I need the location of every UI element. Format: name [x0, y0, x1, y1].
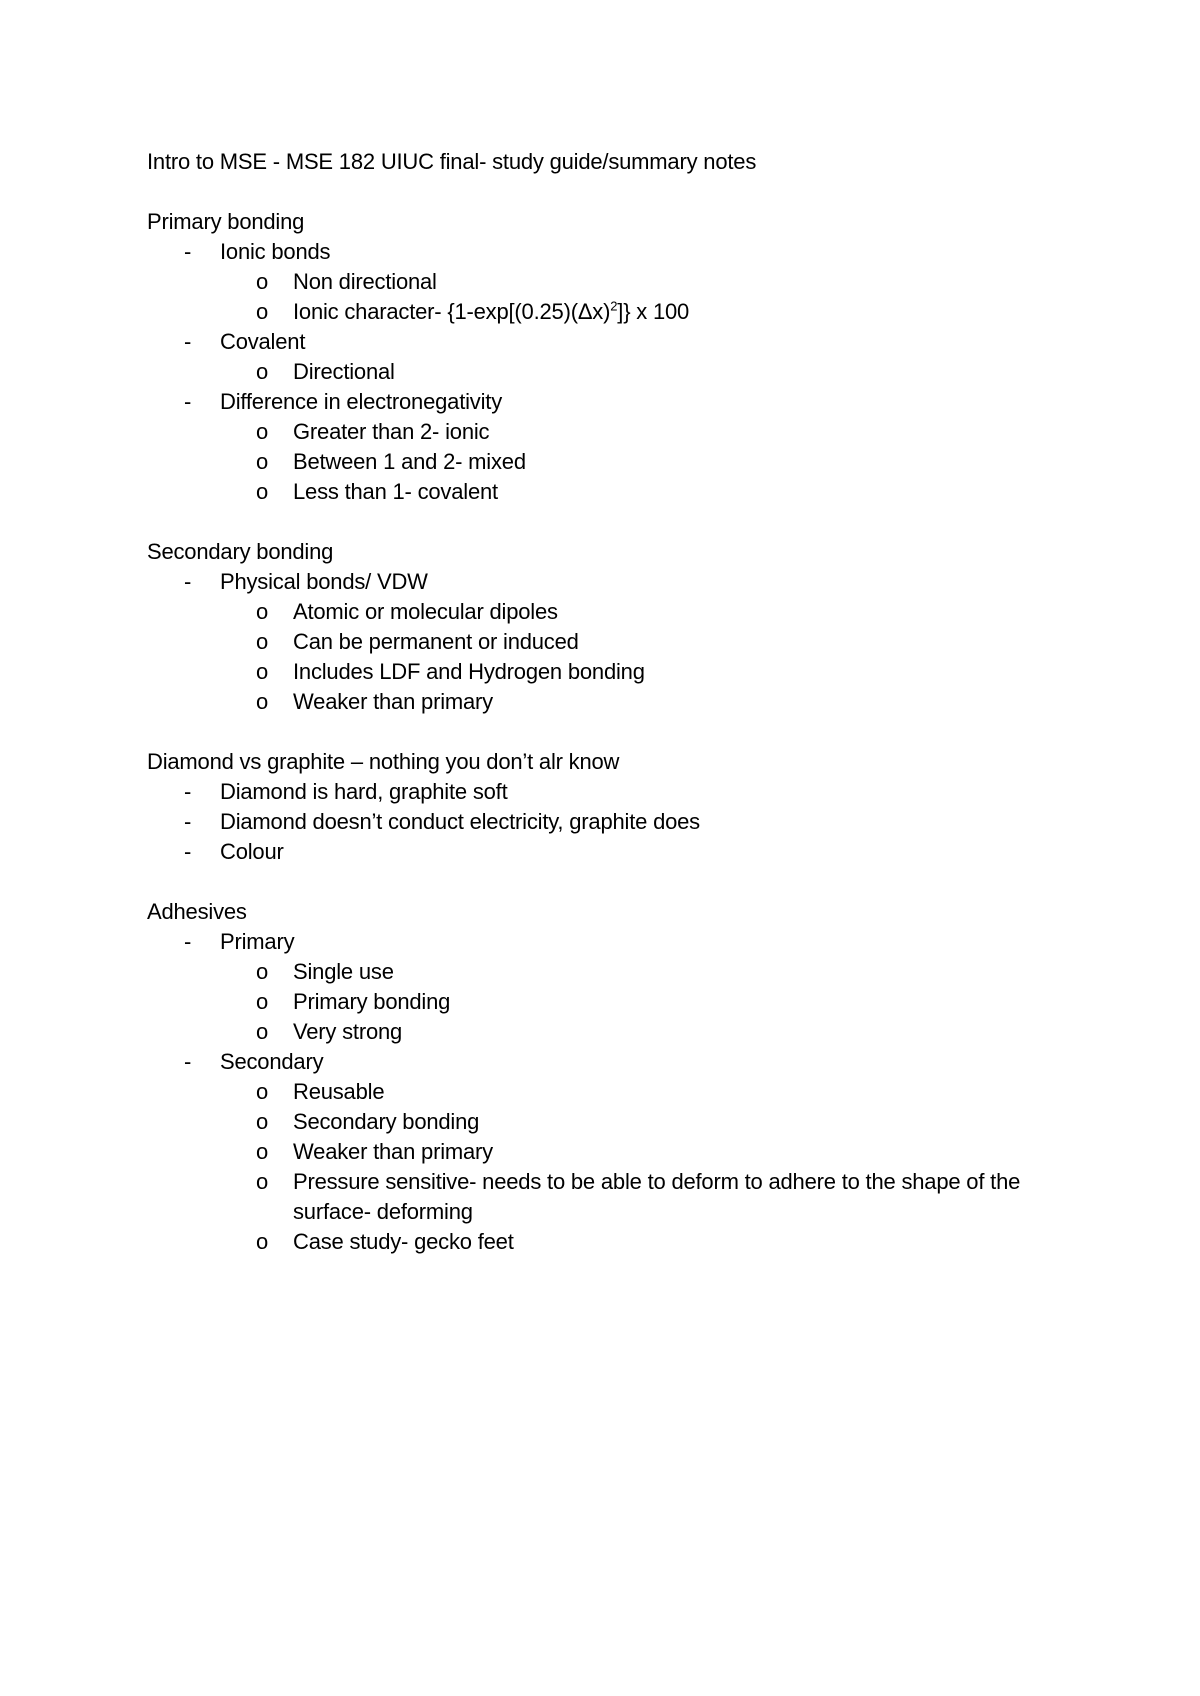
circle-bullet: o [256, 989, 269, 1014]
sub-list-item: Greater than 2- ionic [293, 419, 490, 444]
dash-bullet: - [184, 929, 192, 954]
dash-bullet: - [184, 839, 192, 864]
dash-bullet: - [184, 569, 192, 594]
sub-list-item-continuation: surface- deforming [293, 1199, 473, 1224]
sub-list-item: Reusable [293, 1079, 385, 1104]
dash-bullet: - [184, 779, 192, 804]
sub-list-item: Very strong [293, 1019, 403, 1044]
sub-list-item: Can be permanent or induced [293, 629, 579, 654]
list-item: Colour [220, 839, 284, 864]
circle-bullet: o [256, 1169, 269, 1194]
section-heading-primary-bonding: Primary bonding [147, 209, 305, 234]
circle-bullet: o [256, 1139, 269, 1164]
list-item: Difference in electronegativity [220, 389, 502, 414]
sub-list-item: Pressure sensitive- needs to be able to deform to adhere to the shape of the [293, 1169, 1021, 1194]
list-item: Diamond is hard, graphite soft [220, 779, 508, 804]
circle-bullet: o [256, 629, 269, 654]
dash-bullet: - [184, 389, 192, 414]
sub-list-item: Case study- gecko feet [293, 1229, 514, 1254]
circle-bullet: o [256, 599, 269, 624]
circle-bullet: o [256, 479, 269, 504]
circle-bullet: o [256, 1109, 269, 1134]
circle-bullet: o [256, 1019, 269, 1044]
circle-bullet: o [256, 269, 269, 294]
dash-bullet: - [184, 329, 192, 354]
formula-text: Ionic character- {1-exp[(0.25)(Δx) [293, 299, 611, 324]
circle-bullet: o [256, 689, 269, 714]
sub-list-item: Between 1 and 2- mixed [293, 449, 526, 474]
list-item: Secondary [220, 1049, 324, 1074]
circle-bullet: o [256, 299, 269, 324]
section-heading-adhesives: Adhesives [147, 899, 247, 924]
list-item: Diamond doesn’t conduct electricity, graphite does [220, 809, 700, 834]
sub-list-item: Non directional [293, 269, 437, 294]
sub-list-item: Single use [293, 959, 394, 984]
sub-list-item: Directional [293, 359, 395, 384]
list-item: Covalent [220, 329, 306, 354]
document-title: Intro to MSE - MSE 182 UIUC final- study guide/summary notes [147, 149, 757, 174]
circle-bullet: o [256, 1229, 269, 1254]
sub-list-item: Weaker than primary [293, 689, 493, 714]
list-item: Ionic bonds [220, 239, 331, 264]
section-heading-secondary-bonding: Secondary bonding [147, 539, 334, 564]
circle-bullet: o [256, 959, 269, 984]
circle-bullet: o [256, 449, 269, 474]
dash-bullet: - [184, 809, 192, 834]
sub-list-item-formula [293, 299, 689, 325]
circle-bullet: o [256, 659, 269, 684]
list-item: Physical bonds/ VDW [220, 569, 428, 594]
sub-list-item: Atomic or molecular dipoles [293, 599, 558, 624]
circle-bullet: o [256, 419, 269, 444]
sub-list-item: Secondary bonding [293, 1109, 480, 1134]
circle-bullet: o [256, 1079, 269, 1104]
formula-tail: ]} x 100 [617, 299, 690, 324]
sub-list-item: Less than 1- covalent [293, 479, 498, 504]
list-item: Primary [220, 929, 295, 954]
dash-bullet: - [184, 1049, 192, 1074]
circle-bullet: o [256, 359, 269, 384]
section-heading-diamond-vs-graphite: Diamond vs graphite – nothing you don’t alr know [147, 749, 620, 774]
sub-list-item: Includes LDF and Hydrogen bonding [293, 659, 645, 684]
dash-bullet: - [184, 239, 192, 264]
sub-list-item: Weaker than primary [293, 1139, 493, 1164]
sub-list-item: Primary bonding [293, 989, 451, 1014]
formula-superscript: 2 [610, 298, 618, 314]
